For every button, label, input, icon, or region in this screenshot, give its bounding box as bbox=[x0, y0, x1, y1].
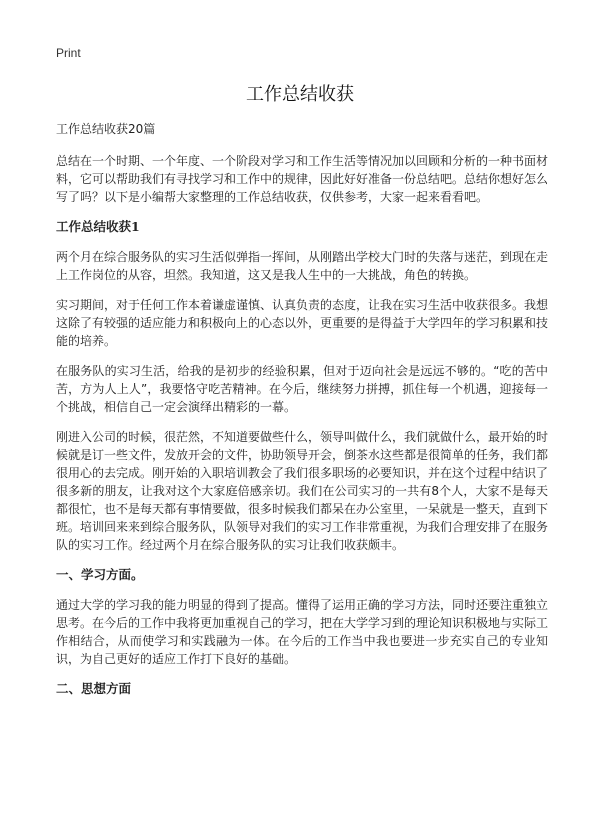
section1-paragraph-4: 刚进入公司的时候，很茫然，不知道要做些什么，领导叫做什么，我们就做什么，最开始的时候就是订一些文件，发放开会的文件，协助领导开会，倒茶水这些都是很简单的任务，我们都很用心的去完成。刚开始的入职培训教会了我们很多职场的必要知识，并在这个过程中结识了很多新的朋友，让我对这个大家庭倍感亲切。我们在公司实习的一共有8个人，大家不是每天都很忙，也不是每天都有事情要做，很多时候我们都呆在办公室里，一呆就是一整天，直到下班。培训回来来到综合服务队，队领导对我们的实习工作非常重视，为我们合理安排了在服务队的实习工作。经过两个月在综合服务队的实习让我们收获颇丰。 bbox=[56, 430, 549, 552]
study-paragraph: 通过大学的学习我的能力明显的得到了提高。懂得了运用正确的学习方法，同时还要注重独立思考。在今后的工作中我将更加重视自己的学习，把在大学学习到的理论知识积极地与实际工作相结合，从而使学习和实践融为一体。在今后的工作当中我也要进一步充实自己的专业知识，为自己更好的适应工作打下良好的基础。 bbox=[56, 598, 549, 666]
document-body bbox=[56, 120, 548, 710]
print-link[interactable]: Print bbox=[56, 46, 81, 60]
section-heading-study: 一、学习方面。 bbox=[56, 567, 144, 582]
intro-paragraph: 总结在一个时期、一个年度、一个阶段对学习和工作生活等情况加以回顾和分析的一种书面材料，它可以帮助我们有寻找学习和工作中的规律，因此好好准备一份总结吧。总结你想好怎么写了吗？以下是小编帮大家整理的工作总结收获，仅供参考，大家一起来看看吧。 bbox=[56, 154, 549, 204]
section1-paragraph-1: 两个月在综合服务队的实习生活似弹指一挥间，从刚踏出学校大门时的失落与迷茫，到现在走上工作岗位的从容，坦然。我知道，这又是我人生中的一大挑战，角色的转换。 bbox=[56, 250, 549, 282]
section-heading-thought: 二、思想方面 bbox=[56, 681, 132, 696]
document-subtitle: 工作总结收获20篇 bbox=[56, 122, 156, 136]
document-title: 工作总结收获 bbox=[246, 84, 354, 105]
section-heading-1: 工作总结收获1 bbox=[56, 219, 140, 234]
section1-paragraph-3: 在服务队的实习生活，给我的是初步的经验积累，但对于迈向社会是远远不够的。“吃的苦中苦，方为人上人”，我要恪守吃苦精神。在今后，继续努力拼搏，抓住每一个机遇，迎接每一个挑战，相信自己一定会演绎出精彩的一幕。 bbox=[56, 364, 548, 414]
section1-paragraph-2: 实习期间，对于任何工作本着谦虚谨慎、认真负责的态度，让我在实习生活中收获很多。我想这除了有较强的适应能力和积极向上的心态以外，更重要的是得益于大学四年的学习积累和技能的培养。 bbox=[56, 298, 549, 348]
